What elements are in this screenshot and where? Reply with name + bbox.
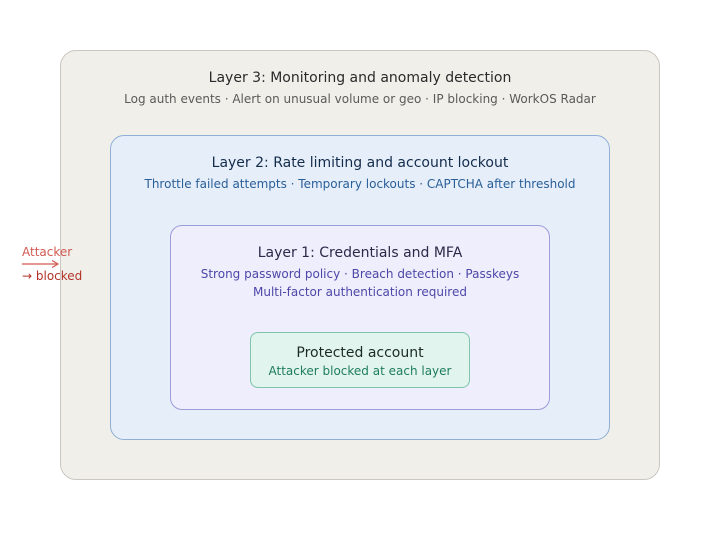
attacker-label: Attacker [22, 245, 73, 259]
protected-account-subtitle: Attacker blocked at each layer [268, 364, 452, 378]
layer-3-subtitle: Log auth events · Alert on unusual volume or geo · IP blocking · WorkOS Radar [124, 92, 596, 106]
layer-1-title: Layer 1: Credentials and MFA [257, 245, 463, 261]
protected-account-box [250, 332, 470, 388]
layer-2-subtitle: Throttle failed attempts · Temporary lockouts · CAPTCHA after threshold [144, 177, 576, 191]
layer-1-subtitle-line-2: Multi-factor authentication required [253, 285, 467, 299]
arrow-right-icon [22, 259, 62, 269]
attacker-blocked-label: → blocked [22, 269, 83, 283]
layer-1-subtitle-line-1: Strong password policy · Breach detection · Passkeys [200, 267, 520, 281]
layer-3-title: Layer 3: Monitoring and anomaly detection [208, 70, 512, 86]
protected-account-title: Protected account [296, 345, 424, 361]
attacker-indicator [22, 245, 112, 285]
layer-2-title: Layer 2: Rate limiting and account lockout [211, 155, 509, 171]
